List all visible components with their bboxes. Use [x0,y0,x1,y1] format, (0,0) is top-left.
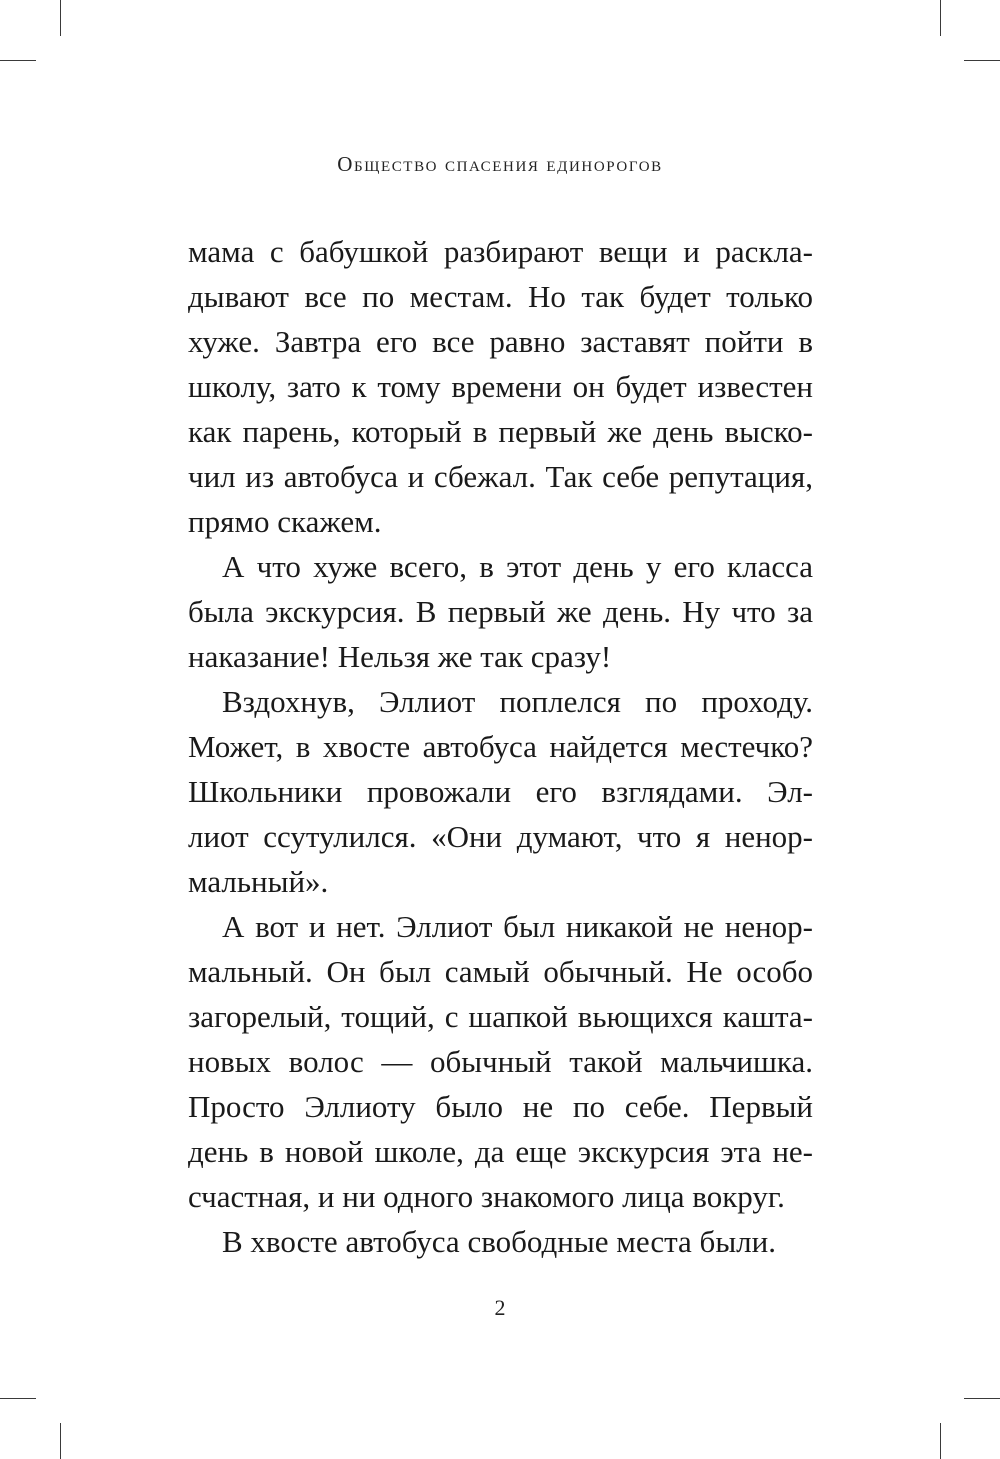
text-line: мальный». [188,864,329,899]
text-line: наказание! Нельзя же так сразу! [188,639,612,674]
text-line: дывают все по местам. Но так будет только [188,279,813,314]
text-line: Вздохнув, Эллиот поплелся по проходу. [222,684,813,719]
running-head: Общество спасения единорогов [337,152,663,176]
page-number: 2 [494,1295,506,1320]
text-line: мама с бабушкой разбирают вещи и раскла- [188,234,813,269]
text-line: А что хуже всего, в этот день у его класса [222,549,813,584]
crop-mark-top-right-vertical [940,0,941,36]
text-line: счастная, и ни одного знакомого лица вокруг. [188,1179,785,1214]
text-line: день в новой школе, да еще экскурсия эта не- [188,1134,813,1169]
text-line: прямо скажем. [188,504,382,539]
crop-mark-bottom-left-vertical [60,1423,61,1459]
text-line: Школьники провожали его взглядами. Эл- [188,774,813,809]
crop-mark-bottom-right-horizontal [964,1398,1000,1399]
crop-mark-bottom-right-vertical [940,1423,941,1459]
text-line: чил из автобуса и сбежал. Так себе репутация, [188,459,813,494]
crop-mark-top-right-horizontal [964,60,1000,61]
text-line: как парень, который в первый же день выско- [188,414,813,449]
body-text [188,229,813,1264]
text-line: загорелый, тощий, с шапкой вьющихся кашта- [188,999,813,1034]
text-line: мальный. Он был самый обычный. Не особо [188,954,813,989]
text-line: лиот ссутулился. «Они думают, что я ненор- [188,819,813,854]
text-line: новых волос — обычный такой мальчишка. [188,1044,813,1079]
text-line: Может, в хвосте автобуса найдется местечко? [188,729,813,764]
text-line: А вот и нет. Эллиот был никакой не ненор- [222,909,813,944]
text-line: школу, зато к тому времени он будет известен [188,369,813,404]
crop-mark-bottom-left-horizontal [0,1398,36,1399]
text-line: хуже. Завтра его все равно заставят пойти в [188,324,813,359]
text-line: была экскурсия. В первый же день. Ну что за [188,594,813,629]
crop-mark-top-left-horizontal [0,60,36,61]
text-line: В хвосте автобуса свободные места были. [222,1224,776,1259]
crop-mark-top-left-vertical [60,0,61,36]
text-line: Просто Эллиоту было не по себе. Первый [188,1089,813,1124]
